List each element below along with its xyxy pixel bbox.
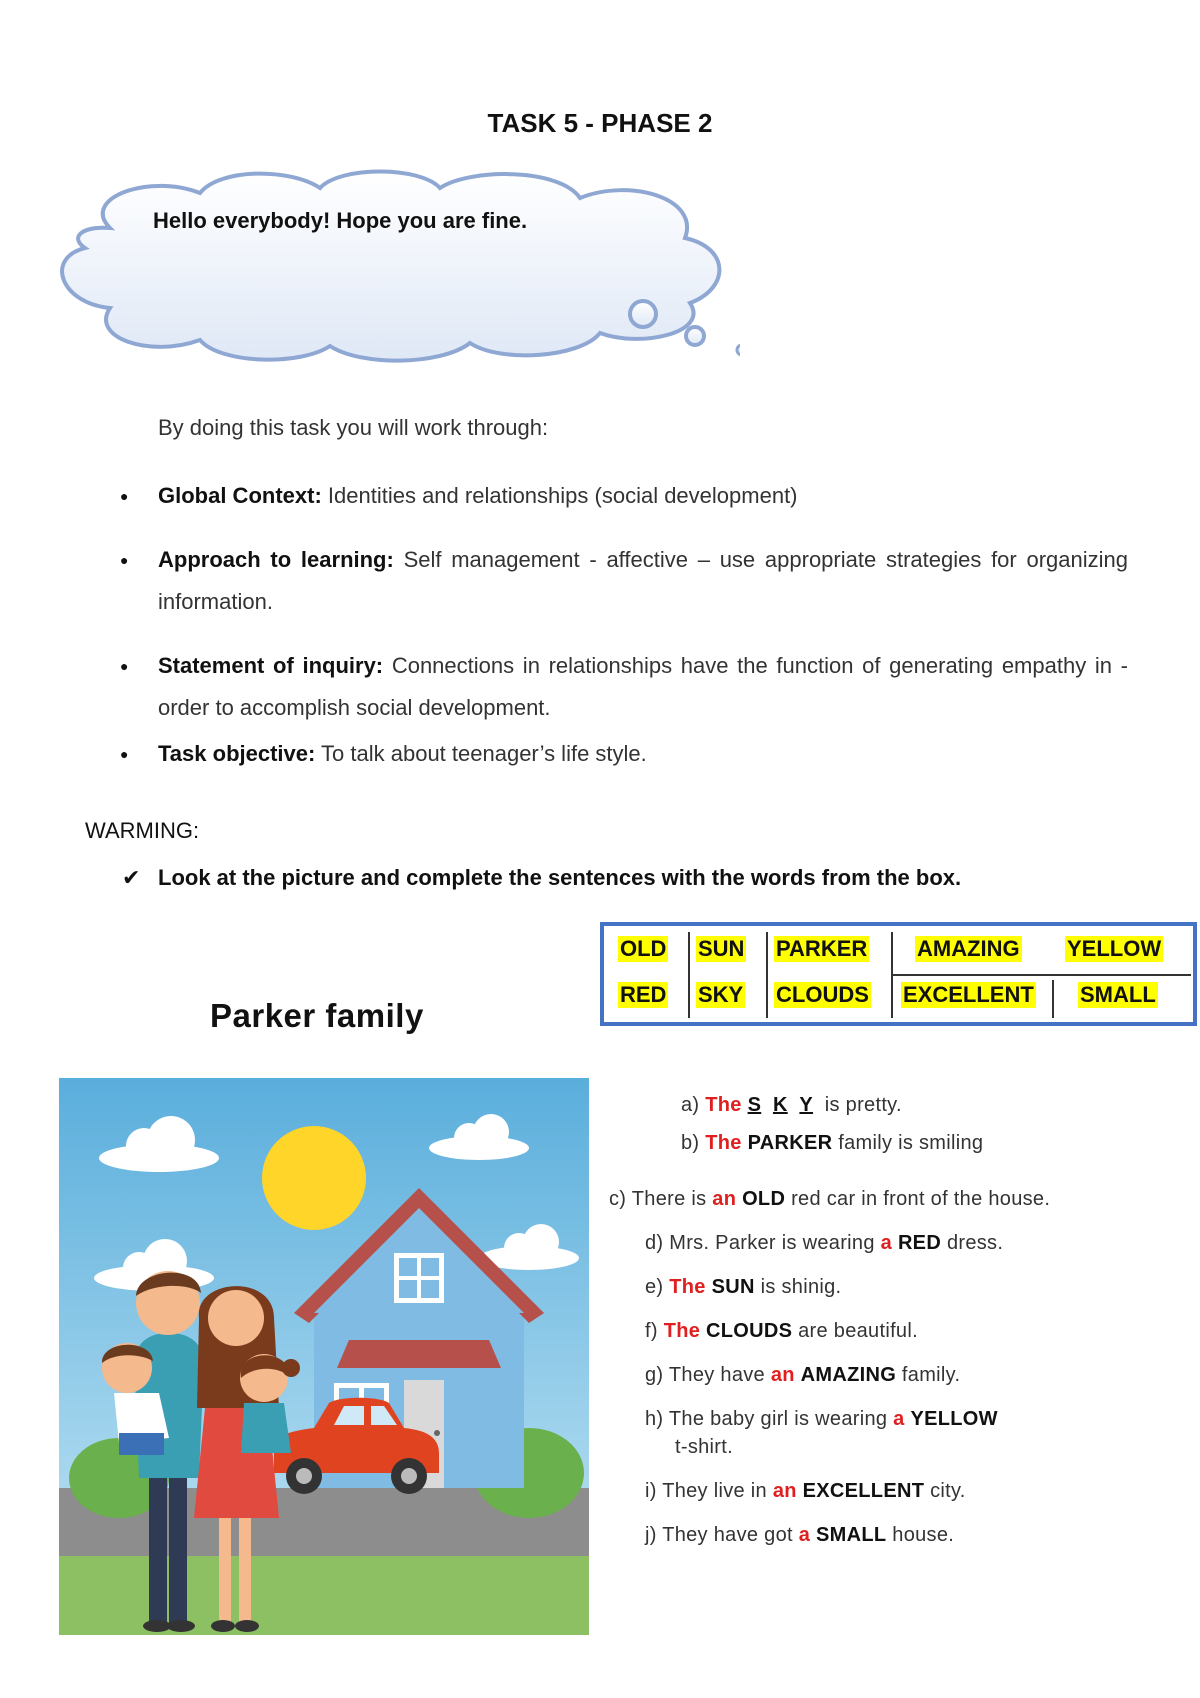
bullet-text: Connections in relationships have the function of generating empathy in -order to accomplish social development. [158,653,1128,720]
bullet-text: Identities and relationships (social development) [327,483,798,508]
answer-word: OLD [742,1188,786,1210]
thought-bubble-large [630,301,656,327]
answer-word: YELLOW [910,1408,998,1430]
answer-word: EXCELLENT [802,1480,925,1502]
answer-letter: K [772,1094,788,1116]
sentence-article: The [663,1320,701,1342]
answer-letter: S [747,1094,762,1116]
bullet-global-context [118,475,1128,517]
word-parker: PARKER [776,936,868,961]
sentence-prefix: b) [681,1132,700,1154]
sentence-b [681,1129,983,1157]
sentence-article: an [712,1188,737,1210]
word-small: SMALL [1080,982,1156,1007]
sentence-article: The [705,1094,742,1116]
sentence-article: a [880,1232,893,1254]
sentence-rest: house. [892,1524,955,1546]
answer-word: AMAZING [800,1364,897,1386]
bullet-label: Task objective: [158,741,316,766]
answer-word: SUN [711,1276,755,1298]
word-old: OLD [620,936,667,961]
sentence-rest: are beautiful. [798,1320,918,1342]
word-amazing: AMAZING [917,936,1020,961]
sentence-prefix: f) [645,1320,658,1342]
sentence-prefix: e) [645,1276,664,1298]
answer-word: PARKER [747,1132,833,1154]
bullet-statement-of-inquiry [118,645,1128,729]
answer-word: SMALL [816,1524,887,1546]
sentence-j [645,1521,954,1549]
family-house-illustration [59,1078,589,1635]
sentence-rest: is pretty. [824,1094,902,1116]
sentence-e [645,1273,841,1301]
sentence-d [645,1229,1003,1257]
sentence-rest: t-shirt. [675,1436,733,1458]
sentence-prefix: c) There is [609,1188,707,1210]
thought-bubble-small [737,345,740,355]
sentence-c [609,1185,1050,1213]
bullet-approach-to-learning [118,539,1128,623]
sentence-article: an [772,1480,797,1502]
sentence-prefix: i) They live in [645,1480,767,1502]
thought-cloud [40,168,740,368]
answer-word: RED [897,1232,942,1254]
bullet-label: Statement of inquiry: [158,653,384,678]
sentence-prefix: a) [681,1094,700,1116]
sentence-rest: family is smiling [838,1132,984,1154]
cloud-greeting: Hello everybody! Hope you are fine. [153,208,528,233]
sun [262,1126,366,1230]
sentence-rest: red car in front of the house. [791,1188,1051,1210]
checkmark-icon: ✔ [122,865,141,890]
sentence-prefix: h) The baby girl is wearing [645,1408,888,1430]
sentence-h [645,1405,1065,1461]
sentence-rest: city. [930,1480,966,1502]
sentence-a [681,1091,902,1119]
word-box [600,922,1197,1026]
sentence-article: The [669,1276,706,1298]
grass [59,1556,589,1635]
warming-heading: WARMING: [85,818,200,843]
word-clouds: CLOUDS [776,982,869,1007]
sentence-rest: family. [901,1364,961,1386]
sentence-rest: dress. [946,1232,1004,1254]
word-yellow: YELLOW [1067,936,1162,961]
instruction-text: Look at the picture and complete the sentences with the words from the box. [158,865,962,890]
warming-instruction [122,865,961,891]
bullet-text: To talk about teenager’s life style. [321,741,647,766]
sentence-rest: is shinig. [760,1276,842,1298]
word-red: RED [620,982,667,1007]
sentence-prefix: j) They have got [645,1524,793,1546]
word-sun: SUN [698,936,745,961]
word-sky: SKY [698,982,744,1007]
bullet-label: Global Context: [158,483,322,508]
sentence-i [645,1477,966,1505]
sentence-article: a [798,1524,811,1546]
sentence-f [645,1317,918,1345]
word-excellent: EXCELLENT [903,982,1034,1007]
answer-word: CLOUDS [706,1320,793,1342]
bullet-task-objective [118,733,1128,775]
intro-text: By doing this task you will work through: [158,415,549,440]
sentence-prefix: d) Mrs. Parker is wearing [645,1232,875,1254]
sentence-article: an [770,1364,795,1386]
sentence-article: The [705,1132,742,1154]
sentence-prefix: g) They have [645,1364,765,1386]
bullet-label: Approach to learning: [158,547,394,572]
sentence-article: a [893,1408,905,1430]
answer-letter: Y [799,1094,814,1116]
objectives-list [118,475,1128,775]
family-title: Parker family [210,997,424,1034]
bullet-text: Self management - affective – use appropriate strategies for organizing information. [158,547,1129,614]
page-title: TASK 5 - PHASE 2 [487,108,713,138]
sentence-g [645,1361,960,1389]
thought-bubble-medium [686,327,704,345]
